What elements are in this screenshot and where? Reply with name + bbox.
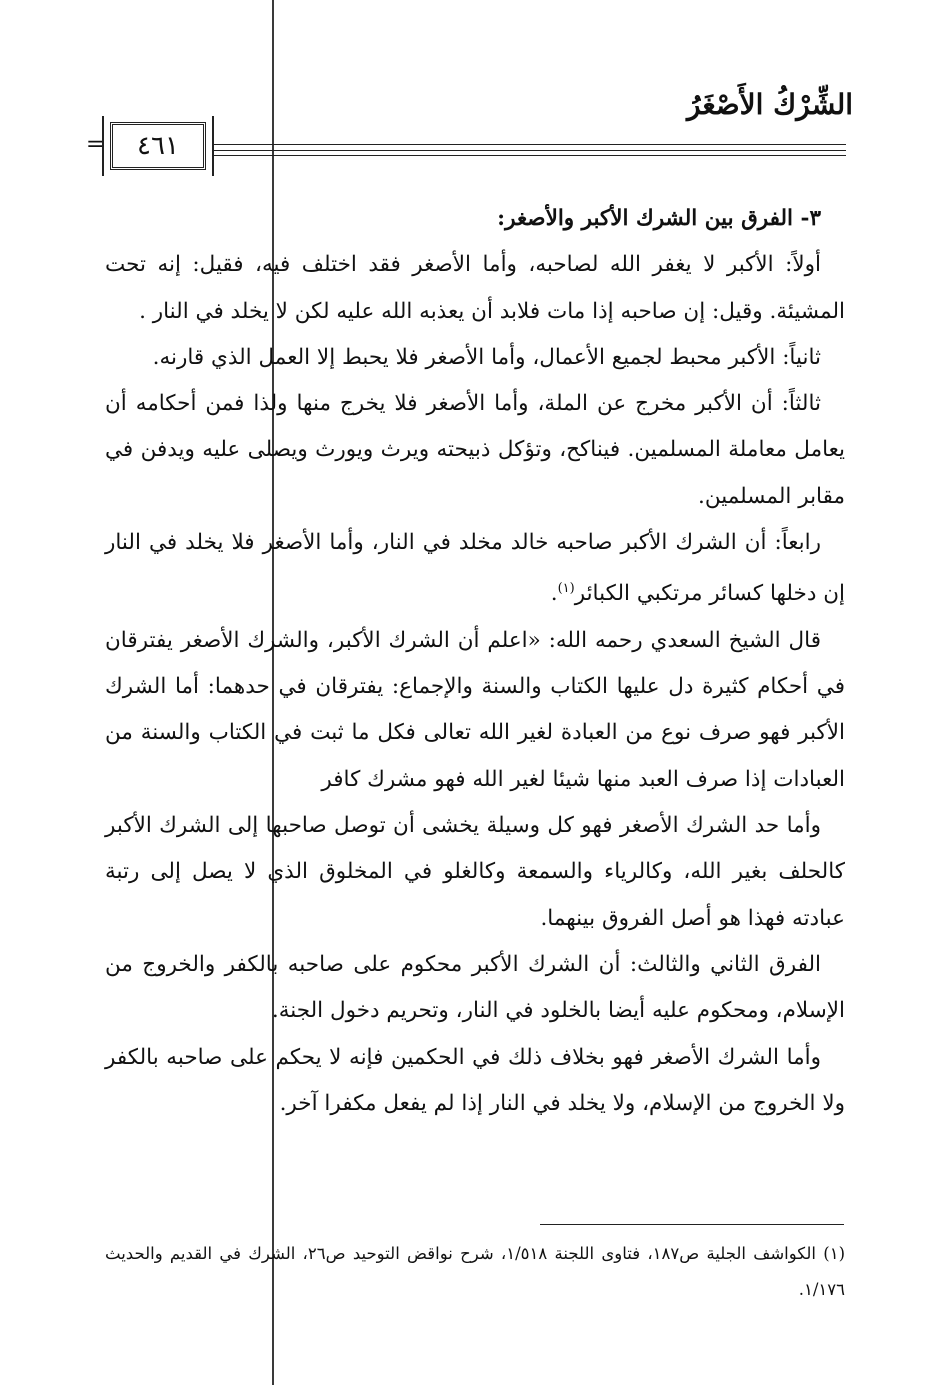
- paragraph-3: ثالثاً: أن الأكبر مخرج عن الملة، وأما الأصغر فلا يخرج منها ولذا فمن أحكامه أن يعامل معاملة المسلمين. فيناكح، وتؤكل ذبيحته ويرث ويورث ويصلى عليه ويدفن في مقابر المسلمين.: [105, 391, 845, 509]
- paragraph-1: أولاً: الأكبر لا يغفر الله لصاحبه، وأما الأصغر فقد اختلف فيه، فقيل: إنه تحت المشيئة. وقيل: إن صاحبه إذا مات فلابد أن يعذبه الله عليه لكن لا يخلد في النار .: [105, 252, 845, 324]
- footnote-1: (١) الكواشف الجلية ص١٨٧، فتاوى اللجنة ١/٥١٨، شرح نواقض التوحيد ص٢٦، الشرك في القديم والحديث ١/١٧٦.: [105, 1244, 846, 1299]
- paragraph-6: وأما حد الشرك الأصغر فهو كل وسيلة يخشى أن توصل صاحبها إلى الشرك الأكبر كالحلف بغير الله، وكالرياء والسمعة وكالغلو في المخلوق الذي لا يصل إلى رتبة عبادته فهذا هو أصل الفروق بينهما.: [105, 813, 845, 931]
- footnote-reference: (١): [557, 581, 575, 597]
- footnote-separator: [540, 1224, 844, 1225]
- paragraph-4-tail: .: [550, 581, 558, 607]
- main-text: [105, 196, 845, 1127]
- header-rule-bottom: [214, 150, 846, 151]
- paragraph-7: الفرق الثاني والثالث: أن الشرك الأكبر محكوم على صاحبه بالكفر والخروج من الإسلام، ومحكوم عليه أيضا بالخلود في النار، وتحريم دخول الجنة.: [105, 951, 845, 1024]
- section-heading: ٣- الفرق بين الشرك الأكبر والأصغر:: [497, 206, 821, 231]
- running-title: الشِّرْكُ الأَصْغَرُ: [686, 88, 853, 121]
- header-rule-top: [214, 144, 846, 145]
- footnotes: [105, 1236, 845, 1308]
- paragraph-5: قال الشيخ السعدي رحمه الله: «اعلم أن الشرك الأكبر، والشرك الأصغر يفترقان في أحكام كثيرة دل عليها الكتاب والسنة والإجماع: يفترقان في حدهما: أما الشرك الأكبر فهو صرف نوع من العبادة لغير الله تعالى فكل ما ثبت في الكتاب والسنة من العبادات إذا صرف العبد منها شيئا لغير الله فهو مشرك كافر: [105, 627, 845, 792]
- header-rule-bottom-2: [214, 155, 846, 156]
- paragraph-8: وأما الشرك الأصغر فهو بخلاف ذلك في الحكمين فإنه لا يحكم على صاحبه بالكفر ولا الخروج من الإسلام، ولا يخلد في النار إذا لم يفعل مكفرا آخر.: [105, 1044, 845, 1116]
- paragraph-4-text: رابعاً: أن الشرك الأكبر صاحبه خالد مخلد في النار، وأما الأصغر فلا يخلد في النار إن دخلها كسائر مرتكبي الكبائر: [105, 530, 845, 607]
- ornament-mark: =: [86, 132, 105, 157]
- paragraph-4: [105, 520, 845, 618]
- page-number: ٤٦١: [110, 122, 206, 170]
- paragraph-2: ثانياً: الأكبر محبط لجميع الأعمال، وأما الأصغر فلا يحبط إلا العمل الذي قارنه.: [152, 344, 821, 370]
